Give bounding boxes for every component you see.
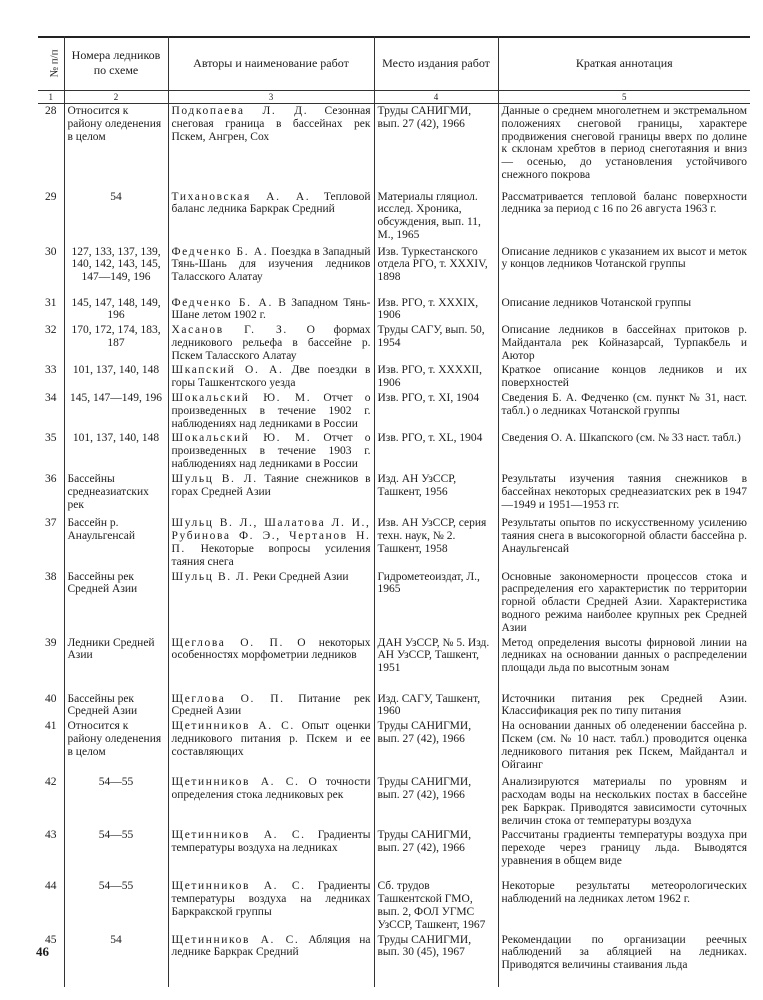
work-title: Реки Средней Азии xyxy=(252,570,349,583)
table-row xyxy=(38,516,750,569)
row-number: 44 xyxy=(38,879,64,932)
author-work xyxy=(168,391,374,431)
author-name: Тихановская А. А. xyxy=(171,190,311,203)
table-row xyxy=(38,431,750,472)
author-name: Щеглова О. П. xyxy=(171,636,284,649)
glacier-numbers: Бассейны среднеазиатских рек xyxy=(64,472,168,516)
annotation: Описание ледников Чотанской группы xyxy=(498,296,750,324)
annotation: Основные закономерности процессов стока и распределения его характеристик по территории горной области Средней Азии. Характеристика водного режима наиболее крупных рек Средней Азии xyxy=(498,570,750,636)
author-name: Шкапский О. А. xyxy=(171,364,284,377)
table-row xyxy=(38,692,750,720)
author-work xyxy=(168,323,374,363)
table-row xyxy=(38,570,750,636)
author-name: Шокальский Ю. М. xyxy=(171,432,312,445)
annotation: Описание ледников в бассейнах притоков р. Майдантала рек Койназарсай, Турпакбель и Аютор xyxy=(498,323,750,363)
table-row xyxy=(38,828,750,879)
author-name: Щетинников А. С. xyxy=(171,720,295,733)
glacier-numbers: 101, 137, 140, 148 xyxy=(64,363,168,391)
author-work xyxy=(168,933,374,987)
glacier-numbers: 54 xyxy=(64,933,168,987)
row-number: 37 xyxy=(38,516,64,569)
page-number: 46 xyxy=(36,944,49,959)
table-row xyxy=(38,363,750,391)
annotation: Результаты изучения таяния снежников в бассейнах некоторых среднеазиатских рек в 1947—1949 и 1951—1953 гг. xyxy=(498,472,750,516)
author-name: Федченко Б. А. xyxy=(171,296,273,309)
work-title: О формах ледникового рельефа в бассейне р. Пскем Таласского Алатау xyxy=(171,324,371,362)
glacier-numbers: 127, 133, 137, 139, 140, 142, 143, 145, 147—149, 196 xyxy=(64,245,168,296)
header-index: № п/п xyxy=(38,36,64,91)
publication-place: Сб. трудов Ташкентской ГМО, вып. 2, ФОЛ УГМС УзССР, Ташкент, 1967 xyxy=(374,879,498,932)
author-name: Подкопаева Л. Д. xyxy=(171,105,309,117)
publication-place: Труды САНИГМИ, вып. 27 (42), 1966 xyxy=(374,104,498,190)
work-title: Некоторые вопросы усиления таяния снега xyxy=(171,543,371,568)
annotation: Данные о среднем многолетнем и экстремальном положениях снеговой границы, характере продвижения снеговой границы вверх по долине к склонам хребтов в период снеготаяния и вниз — осенью, до установления устойчивого снежного покрова xyxy=(498,104,750,190)
work-title: Градиенты температуры воздуха на ледниках Баркракской группы xyxy=(171,880,371,919)
annotation: Описание ледников с указанием их высот и меток у концов ледников Чотанской группы xyxy=(498,245,750,296)
row-number: 42 xyxy=(38,775,64,828)
row-number: 32 xyxy=(38,323,64,363)
table-row xyxy=(38,296,750,324)
author-name: Щетинников А. С. xyxy=(171,776,300,789)
row-number: 34 xyxy=(38,391,64,431)
glacier-numbers: Относится к району оледенения в целом xyxy=(64,719,168,775)
work-title: Таяние снежников в горах Средней Азии xyxy=(171,473,371,499)
author-name: Шульц В. Л. xyxy=(171,570,251,583)
annotation: На основании данных об оледенении бассейна р. Пскем (см. № 10 наст. табл.) проводится оценка ледникового питания рек Пскем, Майдантал и Ойгаинг xyxy=(498,719,750,775)
row-number: 28 xyxy=(38,104,64,190)
author-work xyxy=(168,828,374,879)
author-work xyxy=(168,879,374,932)
work-title: Абляция на леднике Баркрак Средний xyxy=(171,933,371,959)
work-title: В Западном Тянь-Шане летом 1902 г. xyxy=(171,296,371,322)
publication-place: Изд. АН УзССР, Ташкент, 1956 xyxy=(374,472,498,516)
work-title: Отчет о произведенных в течение 1902 г. наблюдениях над ледниками в России xyxy=(171,392,371,430)
work-title: Градиенты температуры воздуха на ледниках xyxy=(171,829,371,855)
author-name: Хасанов Г. З. xyxy=(171,324,288,337)
author-name: Шокальский Ю. М. xyxy=(171,392,312,405)
row-number: 33 xyxy=(38,363,64,391)
glacier-numbers: Бассейны рек Средней Азии xyxy=(64,570,168,636)
author-name: Шульц В. Л. xyxy=(171,473,258,486)
row-number: 41 xyxy=(38,719,64,775)
column-number: 1 xyxy=(38,91,64,104)
publication-place: Изв. РГО, т. XXXXII, 1906 xyxy=(374,363,498,391)
author-name: Щетинников А. С. xyxy=(171,933,300,946)
column-number: 3 xyxy=(168,91,374,104)
glacier-numbers: 54—55 xyxy=(64,775,168,828)
header-publication: Место издания работ xyxy=(374,36,498,91)
author-work xyxy=(168,190,374,245)
bibliography-table xyxy=(38,36,750,987)
table-row xyxy=(38,104,750,190)
glacier-numbers: 101, 137, 140, 148 xyxy=(64,431,168,472)
author-work xyxy=(168,245,374,296)
annotation: Рассчитаны градиенты температуры воздуха при переходе через границу льда. Выводятся уравнения в общем виде xyxy=(498,828,750,879)
annotation: Рассматривается тепловой баланс поверхности ледника за период с 16 по 26 августа 1963 г. xyxy=(498,190,750,245)
header-annotation: Краткая аннотация xyxy=(498,36,750,91)
column-number: 5 xyxy=(498,91,750,104)
annotation: Рекомендации по организации реечных наблюдений за абляцией на ледниках. Приводятся величины стаивания льда xyxy=(498,933,750,987)
author-name: Шульц В. Л., Шалатова Л. И., Рубинова Ф. Э., Чертанов Н. П. xyxy=(171,517,371,556)
table-row xyxy=(38,472,750,516)
glacier-numbers: Бассейны рек Средней Азии xyxy=(64,692,168,720)
header-authors: Авторы и наименование работ xyxy=(168,36,374,91)
column-number: 4 xyxy=(374,91,498,104)
table-row xyxy=(38,323,750,363)
publication-place: Изв. РГО, т. XI, 1904 xyxy=(374,391,498,431)
annotation: Сведения Б. А. Федченко (см. пункт № 31, наст. табл.) о ледниках Чотанской группы xyxy=(498,391,750,431)
author-work xyxy=(168,570,374,636)
publication-place: Изв. АН УзССР, серия техн. наук, № 2. Ташкент, 1958 xyxy=(374,516,498,569)
work-title: Тепловой баланс ледника Баркрак Средний xyxy=(171,190,371,216)
publication-place: Изд. САГУ, Ташкент, 1960 xyxy=(374,692,498,720)
publication-place: Труды САНИГМИ, вып. 27 (42), 1966 xyxy=(374,828,498,879)
annotation: Некоторые результаты метеорологических наблюдений на ледниках летом 1962 г. xyxy=(498,879,750,932)
row-number: 43 xyxy=(38,828,64,879)
row-number: 39 xyxy=(38,636,64,692)
author-work xyxy=(168,775,374,828)
header-glaciers: Номера ледников по схеме xyxy=(64,36,168,91)
annotation: Сведения О. А. Шкапского (см. № 33 наст. табл.) xyxy=(498,431,750,472)
work-title: О некоторых особенностях морфометрии ледников xyxy=(171,636,371,662)
glacier-numbers: Ледники Средней Азии xyxy=(64,636,168,692)
header-row xyxy=(38,36,750,91)
annotation: Анализируются материалы по уровням и расходам воды на нескольких постах в бассейне рек Баркрак. Приводятся зависимости суточных величин стока от температуры воздуха xyxy=(498,775,750,828)
table-row xyxy=(38,190,750,245)
glacier-numbers: Бассейн р. Анаульгенсай xyxy=(64,516,168,569)
work-title: Поездка в Западный Тянь-Шань для изучения ледников Таласского Алатау xyxy=(171,245,371,284)
row-number: 45 xyxy=(38,933,64,987)
author-work xyxy=(168,431,374,472)
row-number: 31 xyxy=(38,296,64,324)
author-work xyxy=(168,692,374,720)
glacier-numbers: 170, 172, 174, 183, 187 xyxy=(64,323,168,363)
author-name: Федченко Б. А. xyxy=(171,245,269,258)
row-number: 40 xyxy=(38,692,64,720)
table-row xyxy=(38,879,750,932)
author-work xyxy=(168,516,374,569)
glacier-numbers: 54—55 xyxy=(64,879,168,932)
row-number: 35 xyxy=(38,431,64,472)
work-title: Питание рек Средней Азии xyxy=(171,692,371,718)
work-title: Две поездки в горы Ташкентского уезда xyxy=(171,364,371,390)
author-work xyxy=(168,296,374,324)
work-title: О точности определения стока ледниковых рек xyxy=(171,776,371,802)
publication-place: ДАН УзССР, № 5. Изд. АН УзССР, Ташкент, 1951 xyxy=(374,636,498,692)
publication-place: Труды САНИГМИ, вып. 30 (45), 1967 xyxy=(374,933,498,987)
author-name: Щеглова О. П. xyxy=(171,692,285,705)
publication-place: Материалы гляциол. исслед. Хроника, обсуждения, вып. 11, М., 1965 xyxy=(374,190,498,245)
glacier-numbers: 145, 147, 148, 149, 196 xyxy=(64,296,168,324)
annotation: Метод определения высоты фирновой линии на ледниках на основании данных о распределении площади льда по высотным зонам xyxy=(498,636,750,692)
column-number-row xyxy=(38,91,750,104)
glacier-numbers: 54 xyxy=(64,190,168,245)
column-number: 2 xyxy=(64,91,168,104)
row-number: 36 xyxy=(38,472,64,516)
publication-place: Гидрометеоиздат, Л., 1965 xyxy=(374,570,498,636)
publication-place: Труды САНИГМИ, вып. 27 (42), 1966 xyxy=(374,775,498,828)
author-work xyxy=(168,104,374,190)
author-work xyxy=(168,363,374,391)
author-work xyxy=(168,719,374,775)
table-row xyxy=(38,775,750,828)
author-name: Щетинников А. С. xyxy=(171,880,306,893)
work-title: Сезонная снеговая граница в бассейнах рек Пскем, Ангрен, Сох xyxy=(171,105,371,143)
annotation: Результаты опытов по искусственному усилению таяния снега в высокогорной области бассейна р. Анаульгенсай xyxy=(498,516,750,569)
annotation: Источники питания рек Средней Азии. Классификация рек по типу питания xyxy=(498,692,750,720)
work-title: Отчет о произведенных в течение 1903 г. наблюдениях над ледниками в России xyxy=(171,432,371,471)
glacier-numbers: 145, 147—149, 196 xyxy=(64,391,168,431)
publication-place: Изв. РГО, т. XXXIX, 1906 xyxy=(374,296,498,324)
glacier-numbers: 54—55 xyxy=(64,828,168,879)
annotation: Краткое описание концов ледников и их поверхностей xyxy=(498,363,750,391)
author-work xyxy=(168,636,374,692)
row-number: 30 xyxy=(38,245,64,296)
glacier-numbers: Относится к району оледенения в целом xyxy=(64,104,168,190)
author-name: Щетинников А. С. xyxy=(171,829,306,842)
row-number: 38 xyxy=(38,570,64,636)
table-row xyxy=(38,391,750,431)
table-row xyxy=(38,933,750,987)
author-work xyxy=(168,472,374,516)
publication-place: Труды САНИГМИ, вып. 27 (42), 1966 xyxy=(374,719,498,775)
publication-place: Изв. РГО, т. XL, 1904 xyxy=(374,431,498,472)
publication-place: Изв. Туркестанского отдела РГО, т. XXXIV, 1898 xyxy=(374,245,498,296)
table-row xyxy=(38,636,750,692)
row-number: 29 xyxy=(38,190,64,245)
work-title: Опыт оценки ледникового питания р. Пскем и ее составляющих xyxy=(171,720,371,758)
publication-place: Труды САГУ, вып. 50, 1954 xyxy=(374,323,498,363)
table-row xyxy=(38,245,750,296)
table-row xyxy=(38,719,750,775)
